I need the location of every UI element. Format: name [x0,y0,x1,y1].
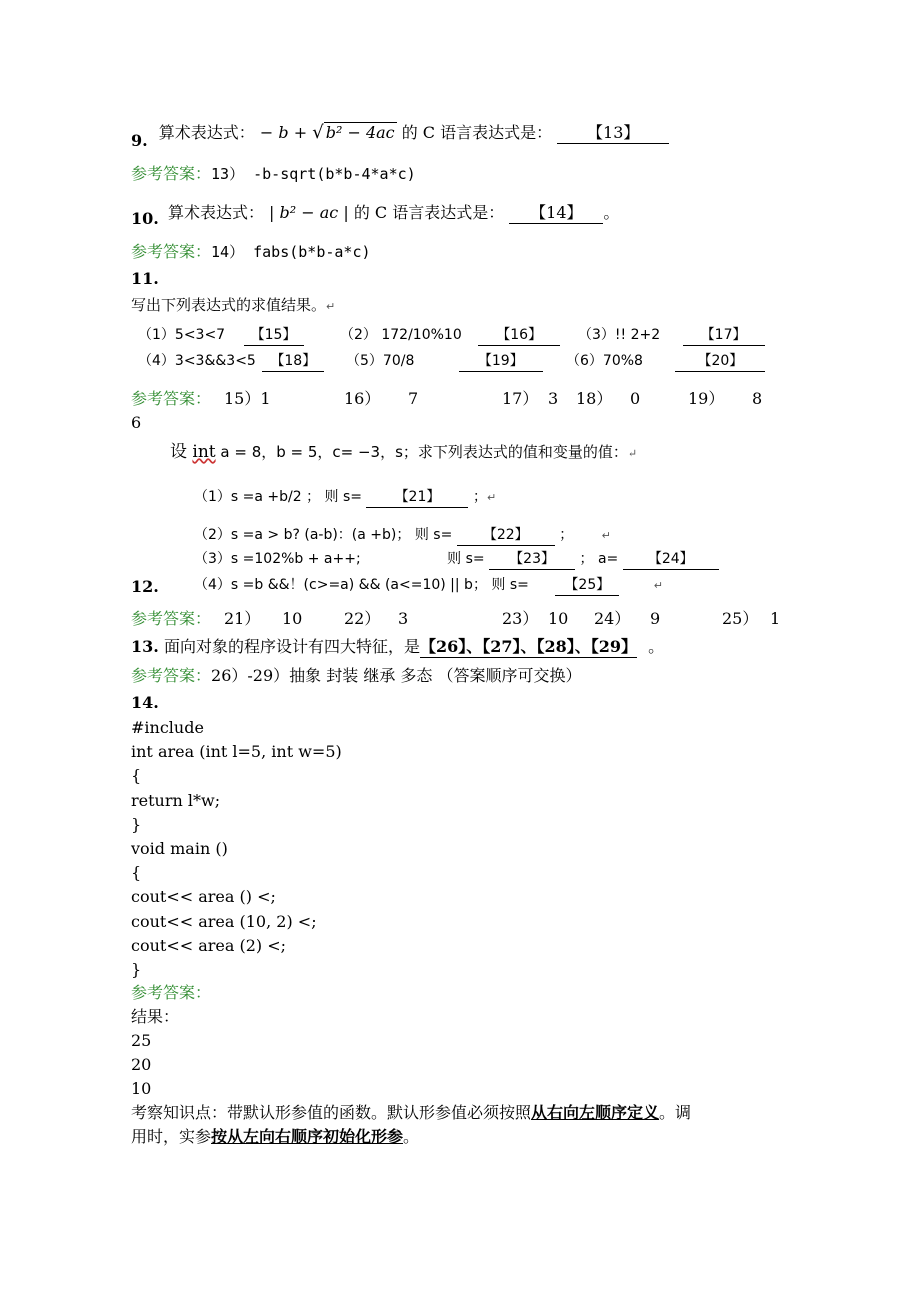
q9-formula-sqrt: b² − 4ac [325,123,395,142]
q10-answer-text: 14） fabs(b*b-a*c) [211,243,371,261]
q13-answer [131,665,582,687]
q11-answer-4: 17） [502,389,539,408]
q12-answer-5: 23） [502,609,539,628]
q13-blanks: 【26】、【27】、【28】、【29】 [419,637,638,656]
q11-item-4-blank: 【18】 [262,351,324,372]
q12-item-1-blank: 【21】 [366,487,468,508]
q14-result-2: 20 [131,1055,152,1074]
q9-answer-text: 13） -b-sqrt(b*b-4*a*c) [211,165,416,183]
code-line: cout<< area () <; [131,887,276,907]
q14-note-b: 从右向左顺序定义 [531,1103,660,1122]
code-line: { [131,863,142,883]
q11-item-6 [566,350,765,372]
q11-answer-2: 16） [344,389,381,408]
q11-answer-9: 8 [752,389,763,408]
q10-suffix: 的 C 语言表达式是： [353,203,505,222]
q10-line [131,202,620,228]
q9-suffix: 的 C 语言表达式是： [401,123,553,142]
q11-item-4 [138,350,324,372]
return-mark-icon: ↵ [627,447,638,460]
q11-item-3-expr: （3）!! 2+2 [578,327,661,343]
q14-note-e: 按从左向右顺序初始化形参 [211,1127,404,1146]
q11-answer-6: 18） [576,389,613,408]
q12-item-3-mid: 则 s= [447,551,485,567]
q14-note-c: 。调 [659,1103,692,1122]
q12-number: 12. [131,577,159,596]
q14-note-a: 考察知识点：带默认形参值的函数。默认形参值必须按照 [131,1103,532,1122]
q12-item-3-blank2: 【24】 [623,549,719,570]
q13-text: 面向对象的程序设计有四大特征，是 [163,637,420,656]
q11-answer-3: 7 [408,389,419,408]
q9-answer [131,163,416,185]
code-line: } [131,960,142,980]
code-line: cout<< area (10, 2) <; [131,911,317,931]
q12-answer-1: 21） [224,609,261,628]
q12-answer-7: 24） [594,609,631,628]
q9-number: 9. [131,131,148,150]
q11-item-1-expr: （1）5<3<7 [138,327,226,343]
q12-answer-6: 10 [548,609,569,628]
q12-intro-int: int [192,442,216,462]
q11-item-1-blank: 【15】 [244,325,304,346]
q12-item-2-tail: ； [559,527,574,543]
q12-answer-label: 参考答案： [131,609,212,628]
sqrt-icon: √ [312,122,324,143]
q11-item-4-expr: （4）3<3&&3<5 [138,353,256,369]
q12-answer-2: 10 [282,609,303,628]
q14-note-f: 。 [403,1127,420,1146]
q9-answer-label: 参考答案： [131,164,212,183]
q11-item-6-blank: 【20】 [675,351,765,372]
q13-line [131,636,664,658]
q12-item-1-expr: （1）s =a +b/2 ； 则 s= [194,489,363,505]
q12-answer-3: 22） [344,609,381,628]
code-line: } [131,814,142,834]
q11-answer-label: 参考答案： [131,389,212,408]
code-line: return l*w; [131,790,221,810]
q11-intro-text: 写出下列表达式的求值结果。 [131,296,327,314]
q11-answer-7: 0 [630,389,641,408]
q12-answer-4: 3 [398,609,409,628]
q12-answer-9: 25） [722,609,759,628]
q11-intro [131,294,335,318]
q12-item-2-expr: （2）s =a > b? (a-b)：(a +b)； 则 s= [194,527,453,543]
q12-item-4-expr: （4）s =b &&！(c>=a) && (a<=10) || b； 则 s= [194,577,529,593]
q9-blank: 【13】 [557,123,669,144]
q11-item-2-blank: 【16】 [478,325,560,346]
code-line: #include [131,718,204,737]
q13-end: 。 [648,637,665,656]
q14-answer-label: 参考答案： [131,983,212,1002]
q11-answer-8: 19） [688,389,725,408]
q11-item-1 [138,324,304,346]
q12-item-4-blank: 【25】 [555,575,619,596]
code-line: { [131,766,142,786]
return-mark-icon: ↵ [601,529,611,542]
q11-item-5-expr: （5）70/8 [346,353,415,369]
q12-item-3-blank: 【23】 [489,549,575,570]
return-mark-icon: ↵ [486,491,497,504]
q10-answer [131,241,371,263]
q13-answer-text: 26）-29）抽象 封装 继承 多态 （答案顺序可交换） [211,666,582,685]
q11-answer-1: 15）1 [224,389,271,408]
q10-number: 10. [131,209,159,228]
q10-end: 。 [603,203,620,222]
q11-answer-5: 3 [548,389,559,408]
q14-note-line-2 [131,1126,419,1148]
q11-number: 11. [131,269,159,288]
q14-result-label: 结果： [131,1007,180,1026]
q10-formula: | b² − ac | [269,203,349,222]
q14-result-1: 25 [131,1031,152,1050]
q11-item-3-blank: 【17】 [683,325,765,346]
q12-answer-10: 1 [770,609,781,628]
return-mark-icon: ↵ [326,300,336,313]
q10-prefix: 算术表达式： [167,203,264,222]
q11-item-5 [346,350,543,372]
return-mark-icon: ↵ [653,579,663,592]
q9-prefix: 算术表达式： [158,123,255,142]
code-line: cout<< area (2) <; [131,935,287,955]
q12-answer-8: 9 [650,609,661,628]
q14-number: 14. [131,693,159,712]
q13-number: 13. [131,637,159,656]
q14-code-block [131,716,342,982]
q12-item-1 [194,486,496,508]
q9-formula-a: − b + [259,123,313,142]
q12-item-3-expr: （3）s =102%b + a++; [194,551,361,567]
code-line: void main () [131,839,228,859]
q11-item-3 [578,324,765,346]
q14-note-d: 用时，实参 [131,1127,212,1146]
q12-intro [170,440,637,466]
q12-intro-a: 设 [170,442,193,462]
q12-item-3-tail: ； a= [579,551,619,567]
q10-blank: 【14】 [509,203,603,224]
q14-result-3: 10 [131,1079,152,1098]
q11-item-5-blank: 【19】 [459,351,543,372]
q11-item-2 [340,324,560,346]
q12-item-3 [194,548,719,570]
q13-answer-label: 参考答案： [131,666,212,685]
q11-item-2-expr: （2） 172/10%10 [340,327,462,343]
q14-note-line-1 [131,1102,691,1124]
q10-answer-label: 参考答案： [131,242,212,261]
q11-answer-wrap: 6 [131,413,142,432]
q11-item-6-expr: （6）70%8 [566,353,643,369]
q12-intro-b: a = 8，b = 5，c= −3，s；求下列表达式的值和变量的值： [215,443,628,461]
code-line: int area (int l=5, int w=5) [131,742,342,762]
q12-item-1-tail: ； [472,489,487,505]
q12-item-4 [194,574,663,596]
q9-line [131,122,669,150]
q12-item-2 [194,524,611,546]
q12-item-2-blank: 【22】 [457,525,555,546]
